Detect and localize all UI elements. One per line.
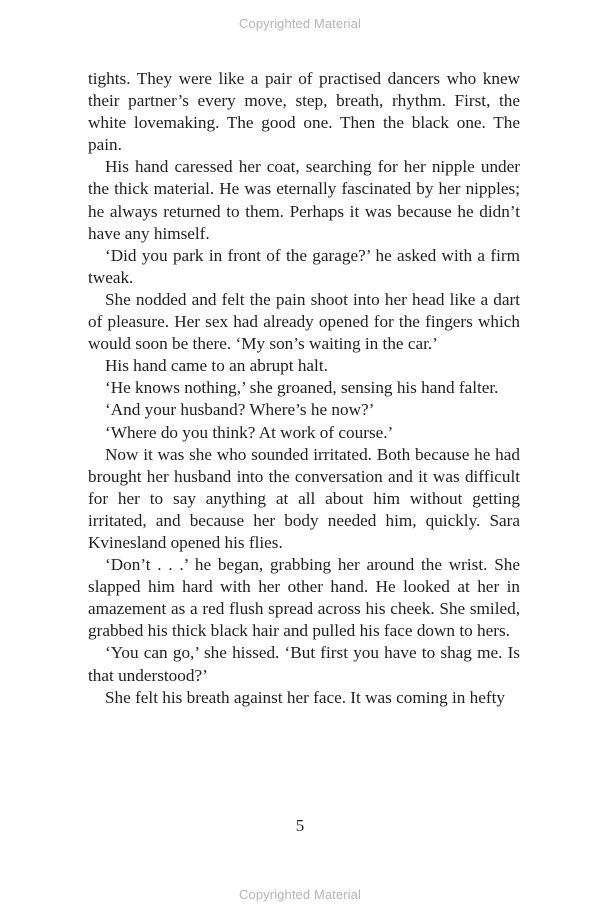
paragraph: She felt his breath against her face. It was coming in hefty [105,687,505,707]
copyright-watermark-bottom: Copyrighted Material [239,887,361,902]
paragraph: ‘You can go,’ she hissed. ‘But first you have to shag me. Is that understood?’ [88,643,520,685]
paragraph: ‘And your husband? Where’s he now?’ [105,400,375,420]
paragraph: She nodded and felt the pain shoot into her head like a dart of pleasure. Her sex had already opened for the fingers which would soon be there. ‘My son’s waiting in the car.’ [88,289,520,354]
paragraph: ‘Where do you think? At work of course.’ [105,422,394,442]
page-number: 5 [295,816,305,835]
paragraph: ‘Did you park in front of the garage?’ he asked with a firm tweak. [88,245,520,287]
paragraph: His hand caressed her coat, searching for her nipple under the thick material. He was eternally fascinated by her nipples; he always returned to them. Perhaps it was because he didn’t have any himself. [88,157,520,243]
paragraph: ‘He knows nothing,’ she groaned, sensing his hand falter. [105,378,499,398]
copyright-watermark-top: Copyrighted Material [239,16,361,31]
paragraph: His hand came to an abrupt halt. [105,356,328,376]
paragraph: tights. They were like a pair of practised dancers who knew their partner’s every move, step, breath, rhythm. First, the white lovemaking. The good one. Then the black one. The pain. [88,69,520,155]
page-body [88,68,520,709]
paragraph: ‘Don’t . . .’ he began, grabbing her around the wrist. She slapped him hard with her other hand. He looked at her in amazement as a red flush spread across his cheek. She smiled, grabbed his thick black hair and pulled his face down to hers. [88,555,520,641]
paragraph: Now it was she who sounded irritated. Both because he had brought her husband into the conversation and it was difficult for her to say anything at all about him without getting irritated, and because her body needed him, quickly. Sara Kvinesland opened his flies. [88,444,520,552]
